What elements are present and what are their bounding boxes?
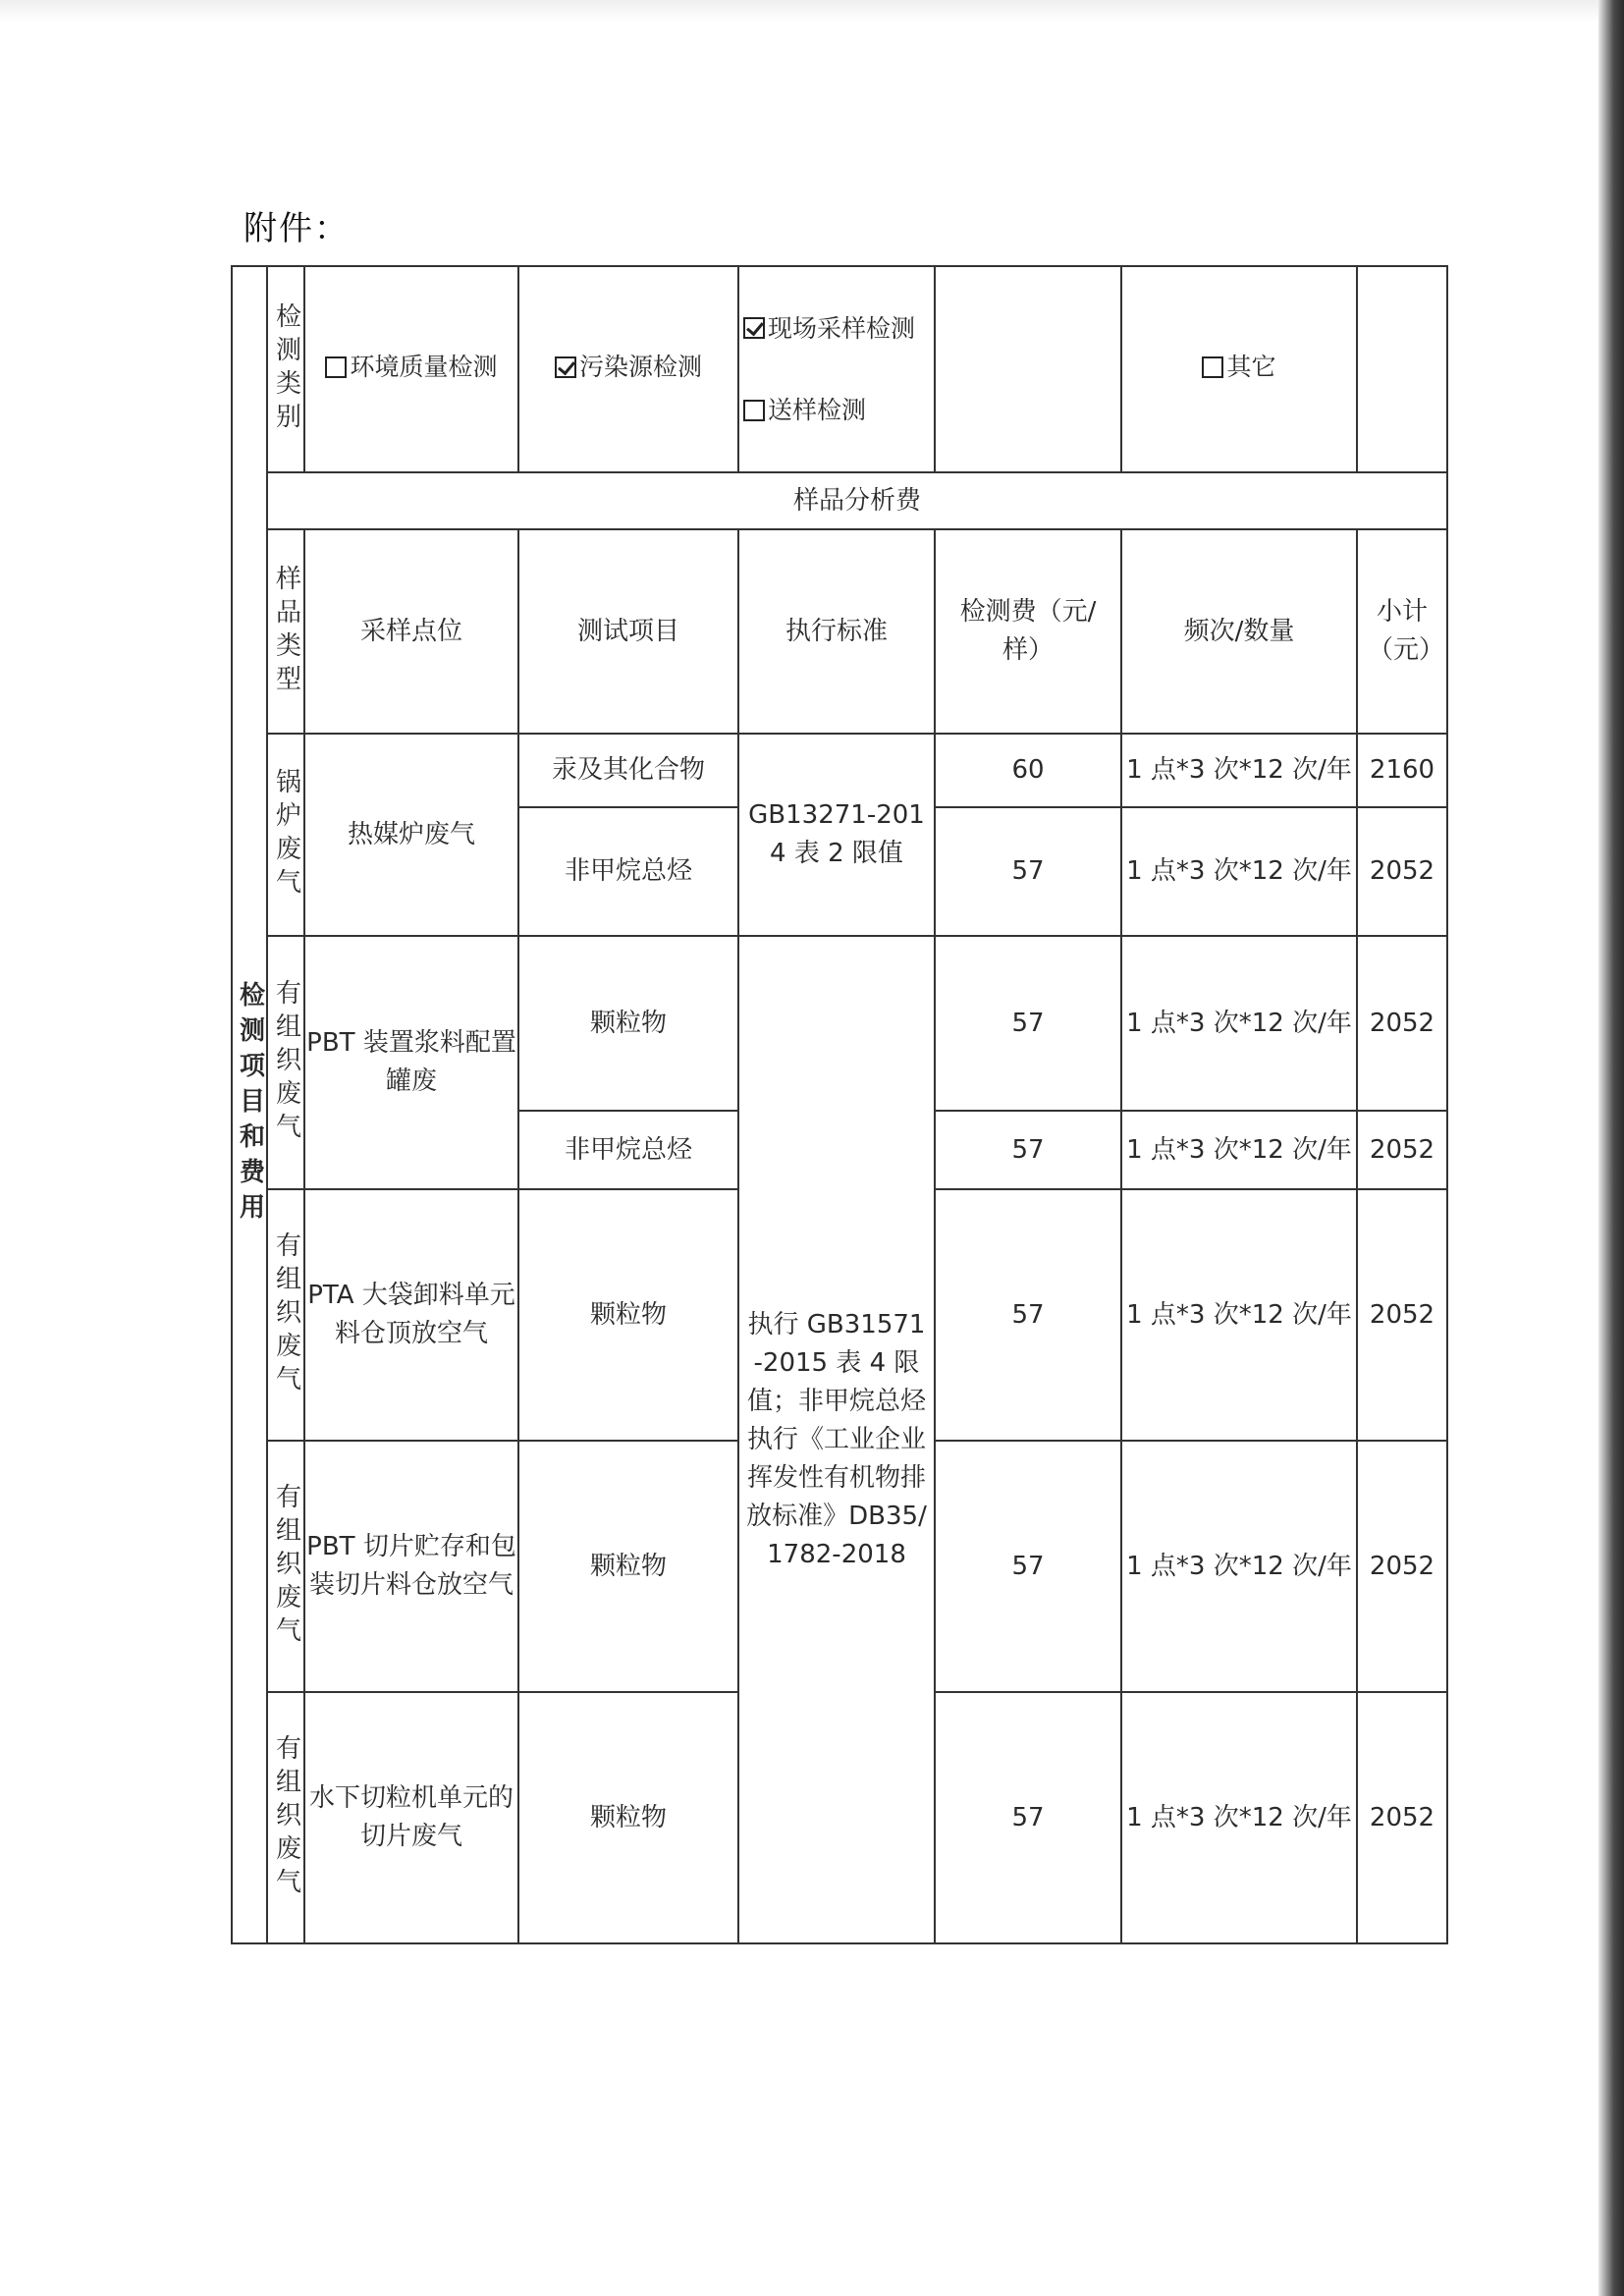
category-cell-env: [304, 266, 518, 472]
sample-type-cell: 锅炉废气: [267, 734, 304, 936]
subtotal-cell: 2052: [1357, 1111, 1447, 1189]
sample-type-cell: 有组织废气: [267, 1692, 304, 1943]
header-subtotal: 小计（元）: [1357, 529, 1447, 734]
checkbox-pollution-source[interactable]: 污染源检测: [555, 349, 702, 386]
header-row: [232, 529, 1447, 734]
subtotal-cell: 2052: [1357, 1692, 1447, 1943]
test-item-cell: 颗粒物: [518, 1189, 738, 1441]
subtotal-cell: 2052: [1357, 807, 1447, 936]
frequency-cell: 1 点*3 次*12 次/年: [1121, 936, 1357, 1111]
header-test-item: 测试项目: [518, 529, 738, 734]
checked-box-icon: [743, 317, 765, 339]
test-item-cell: 颗粒物: [518, 936, 738, 1111]
table-row: [232, 936, 1447, 1111]
standard-cell-1: GB13271-2014 表 2 限值: [738, 734, 935, 936]
sample-type-cell: 有组织废气: [267, 1441, 304, 1692]
attachment-title: 附件：: [244, 209, 350, 248]
scan-right-edge: [1598, 0, 1624, 2296]
subtotal-cell: 2052: [1357, 1189, 1447, 1441]
category-row: [232, 266, 1447, 472]
category-cell-empty: [935, 266, 1121, 472]
checkbox-onsite-sampling[interactable]: 现场采样检测: [743, 310, 915, 348]
fee-cell: 57: [935, 807, 1121, 936]
checked-box-icon: [555, 356, 576, 378]
unchecked-box-icon: [1202, 356, 1223, 378]
fee-cell: 57: [935, 1189, 1121, 1441]
fee-cell: 57: [935, 1441, 1121, 1692]
test-item-cell: 颗粒物: [518, 1441, 738, 1692]
sampling-point-cell: PBT 装置浆料配置罐废: [304, 936, 518, 1189]
category-cell-source: [518, 266, 738, 472]
fee-cell: 57: [935, 1692, 1121, 1943]
subtotal-cell: 2160: [1357, 734, 1447, 807]
frequency-cell: 1 点*3 次*12 次/年: [1121, 1441, 1357, 1692]
unchecked-box-icon: [325, 356, 347, 378]
standard-cell-2: 执行 GB31571-2015 表 4 限值；非甲烷总烃执行《工业企业挥发性有机物排放标准》DB35/1782-2018: [738, 936, 935, 1943]
header-frequency: 频次/数量: [1121, 529, 1357, 734]
test-item-cell: 非甲烷总烃: [518, 1111, 738, 1189]
unchecked-box-icon: [743, 400, 765, 421]
category-label: 检测类别: [267, 266, 304, 472]
category-cell-sampling: [738, 266, 935, 472]
sample-type-cell: 有组织废气: [267, 1189, 304, 1441]
checkbox-sample-delivery[interactable]: 送样检测: [743, 392, 866, 429]
frequency-cell: 1 点*3 次*12 次/年: [1121, 1692, 1357, 1943]
frequency-cell: 1 点*3 次*12 次/年: [1121, 734, 1357, 807]
header-fee: 检测费（元/样）: [935, 529, 1121, 734]
header-sampling-point: 采样点位: [304, 529, 518, 734]
frequency-cell: 1 点*3 次*12 次/年: [1121, 1189, 1357, 1441]
checkbox-other[interactable]: 其它: [1202, 349, 1275, 386]
sample-type-cell: 有组织废气: [267, 936, 304, 1189]
test-item-cell: 颗粒物: [518, 1692, 738, 1943]
subtotal-cell: 2052: [1357, 936, 1447, 1111]
checkbox-env-quality[interactable]: 环境质量检测: [325, 349, 497, 386]
subtotal-cell: 2052: [1357, 1441, 1447, 1692]
sampling-point-cell: PBT 切片贮存和包装切片料仓放空气: [304, 1441, 518, 1692]
sampling-point-cell: PTA 大袋卸料单元料仓顶放空气: [304, 1189, 518, 1441]
section-side-label: 检测项目和费用: [232, 266, 267, 1943]
category-cell-other: [1121, 266, 1357, 472]
test-item-cell: 非甲烷总烃: [518, 807, 738, 936]
header-standard: 执行标准: [738, 529, 935, 734]
fee-cell: 60: [935, 734, 1121, 807]
sampling-point-cell: 热媒炉废气: [304, 734, 518, 936]
sampling-point-cell: 水下切粒机单元的切片废气: [304, 1692, 518, 1943]
fee-cell: 57: [935, 1111, 1121, 1189]
category-cell-empty-2: [1357, 266, 1447, 472]
fee-section-label: 样品分析费: [267, 472, 1447, 529]
header-sample-type: 样品类型: [267, 529, 304, 734]
detection-fee-table: [231, 265, 1448, 1944]
frequency-cell: 1 点*3 次*12 次/年: [1121, 1111, 1357, 1189]
table-row: [232, 734, 1447, 807]
fee-cell: 57: [935, 936, 1121, 1111]
test-item-cell: 汞及其化合物: [518, 734, 738, 807]
scan-top-edge: [0, 0, 1624, 22]
frequency-cell: 1 点*3 次*12 次/年: [1121, 807, 1357, 936]
fee-section-row: [232, 472, 1447, 529]
